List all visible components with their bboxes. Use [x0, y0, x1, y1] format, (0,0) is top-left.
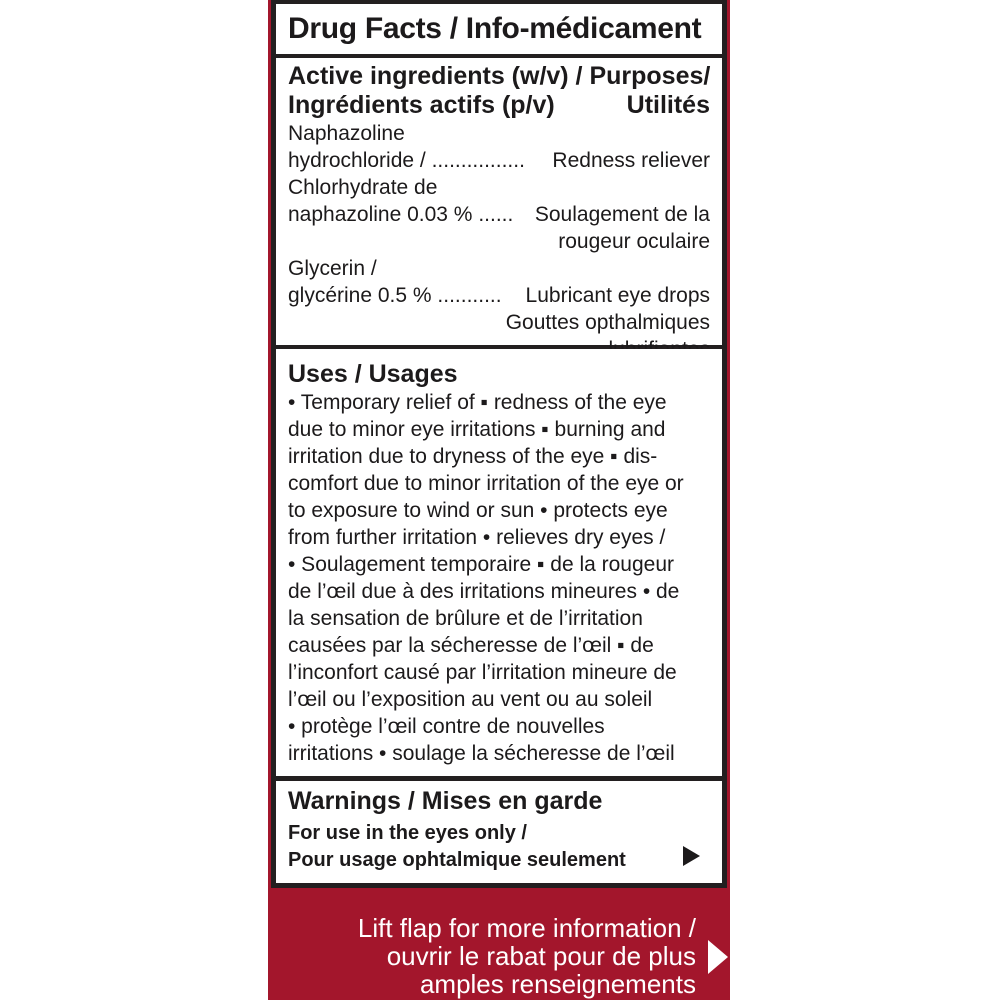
- ingredient-line: [288, 255, 710, 282]
- warnings-heading: Warnings / Mises en garde: [288, 787, 603, 815]
- uses-line: to exposure to wind or sun • protects eye: [288, 499, 668, 522]
- active-ingredients-heading: [288, 62, 710, 120]
- active-ingredients-section: [276, 58, 722, 345]
- title-box: [276, 4, 722, 54]
- uses-line: causées par la sécheresse de l’œil ▪ de: [288, 634, 654, 657]
- flap-line: amples renseignements: [419, 969, 696, 999]
- ingredient-line: [288, 282, 710, 309]
- uses-line: irritation due to dryness of the eye ▪ dis-: [288, 445, 658, 468]
- uses-text: [288, 389, 710, 767]
- uses-section: [276, 349, 722, 776]
- uses-line: de l’œil due à des irritations mineures • de: [288, 580, 680, 603]
- ingredient-line: [288, 147, 710, 174]
- active-heading-line-1: Active ingredients (w/v) / Purposes/: [288, 62, 711, 90]
- ingredient-line: [288, 309, 710, 336]
- ingredient-text: hydrochloride / ................: [288, 149, 525, 172]
- flap-line: ouvrir le rabat pour de plus: [386, 941, 696, 971]
- uses-heading: Uses / Usages: [288, 360, 458, 388]
- ingredient-text: Glycerin /: [288, 257, 377, 280]
- ingredient-text: Naphazoline: [288, 122, 405, 145]
- ingredient-line: [288, 120, 710, 147]
- uses-line: comfort due to minor irritation of the eye or: [288, 472, 684, 495]
- uses-line: • protège l’œil contre de nouvelles: [288, 715, 605, 738]
- warnings-text: [288, 820, 710, 874]
- uses-line: l’œil ou l’exposition au vent ou au soleil: [288, 688, 653, 711]
- purpose-text: Soulagement de la: [534, 203, 710, 226]
- uses-line: due to minor eye irritations ▪ burning and: [288, 418, 666, 441]
- uses-line: la sensation de brûlure et de l’irritation: [288, 607, 643, 630]
- purpose-text: Redness reliever: [552, 149, 710, 172]
- active-heading-line-2: [288, 91, 710, 120]
- drug-facts-frame: [271, 0, 727, 888]
- active-ingredients-list: [288, 120, 710, 363]
- ingredient-line: [288, 174, 710, 201]
- warnings-line: For use in the eyes only /: [288, 822, 527, 844]
- purpose-text: Gouttes opthalmiques: [505, 311, 710, 334]
- purpose-text: rougeur oculaire: [558, 230, 710, 253]
- uses-line: irritations • soulage la sécheresse de l’œil: [288, 742, 675, 765]
- ingredient-line: [288, 228, 710, 255]
- uses-line: l’inconfort causé par l’irritation mineure de: [288, 661, 677, 684]
- uses-line: • Soulagement temporaire ▪ de la rougeur: [288, 553, 675, 576]
- triangle-right-icon: [683, 846, 700, 866]
- warnings-section: [276, 781, 722, 883]
- active-heading-right: Utilités: [626, 91, 710, 119]
- triangle-right-icon: [708, 940, 728, 974]
- active-heading-left: Ingrédients actifs (p/v): [288, 91, 555, 119]
- drug-facts-panel: [268, 0, 730, 1000]
- ingredient-text: naphazoline 0.03 % ......: [288, 203, 514, 226]
- warnings-line: Pour usage ophtalmique seulement: [288, 849, 626, 871]
- purpose-text: Lubricant eye drops: [525, 284, 710, 307]
- lift-flap-banner[interactable]: [268, 892, 730, 1000]
- ingredient-line: [288, 201, 710, 228]
- ingredient-text: glycérine 0.5 % ...........: [288, 284, 502, 307]
- page-title: Drug Facts / Info-médicament: [288, 12, 702, 45]
- flap-line: Lift flap for more information /: [357, 913, 696, 943]
- flap-text: [282, 914, 696, 998]
- ingredient-text: Chlorhydrate de: [288, 176, 438, 199]
- uses-line: from further irritation • relieves dry eyes /: [288, 526, 666, 549]
- uses-line: • Temporary relief of ▪ redness of the eye: [288, 391, 667, 414]
